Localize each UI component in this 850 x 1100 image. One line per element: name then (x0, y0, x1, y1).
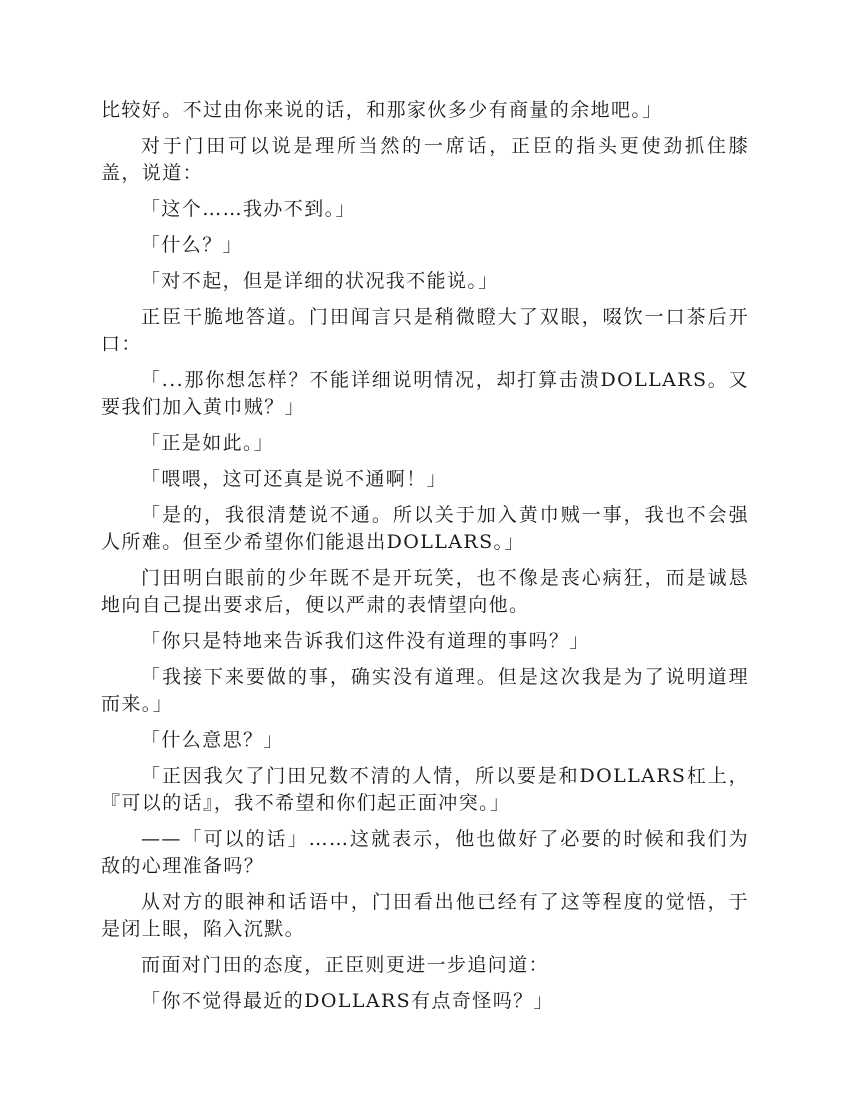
paragraph-6: 正臣干脆地答道。门田闻言只是稍微瞪大了双眼，啜饮一口茶后开口： (101, 306, 749, 355)
paragraph-17: 从对方的眼神和话语中，门田看出他已经有了这等程度的觉悟，于是闭上眼，陷入沉默。 (101, 891, 749, 940)
paragraph-19: 「你不觉得最近的DOLLARS有点奇怪吗？」 (141, 990, 554, 1012)
paragraph-8: 「正是如此。」 (141, 432, 275, 454)
paragraph-9: 「喂喂，这可还真是说不通啊！」 (141, 468, 448, 490)
paragraph-3: 「这个……我办不到。」 (141, 198, 356, 220)
paragraph-7: 「...那你想怎样？不能详细说明情况，却打算击溃DOLLARS。又要我们加入黄巾贼？」 (101, 369, 749, 418)
paragraph-11: 门田明白眼前的少年既不是开玩笑，也不像是丧心病狂，而是诚恳地向自己提出要求后，便以严肃的表情望向他。 (101, 567, 749, 616)
paragraph-13: 「我接下来要做的事，确实没有道理。但是这次我是为了说明道理而来。」 (101, 666, 749, 715)
body-text (101, 97, 749, 1024)
paragraph-14: 「什么意思？」 (141, 729, 284, 751)
paragraph-15: 「正因我欠了门田兄数不清的人情，所以要是和DOLLARS杠上，『可以的话』，我不希望和你们起正面冲突。」 (101, 765, 749, 814)
paragraph-4: 「什么？」 (141, 234, 244, 256)
paragraph-18: 而面对门田的态度，正臣则更进一步追问道： (141, 954, 550, 976)
paragraph-2: 对于门田可以说是理所当然的一席话，正臣的指头更使劲抓住膝盖，说道： (101, 135, 749, 184)
paragraph-16: ——「可以的话」……这就表示，他也做好了必要的时候和我们为敌的心理准备吗？ (101, 828, 749, 877)
paragraph-12: 「你只是特地来告诉我们这件没有道理的事吗？」 (141, 630, 590, 652)
paragraph-10: 「是的，我很清楚说不通。所以关于加入黄巾贼一事，我也不会强人所难。但至少希望你们能退出DOLLARS。」 (101, 504, 749, 553)
paragraph-1: 比较好。不过由你来说的话，和那家伙多少有商量的余地吧。」 (101, 99, 663, 121)
paragraph-5: 「对不起，但是详细的状况我不能说。」 (141, 270, 499, 292)
